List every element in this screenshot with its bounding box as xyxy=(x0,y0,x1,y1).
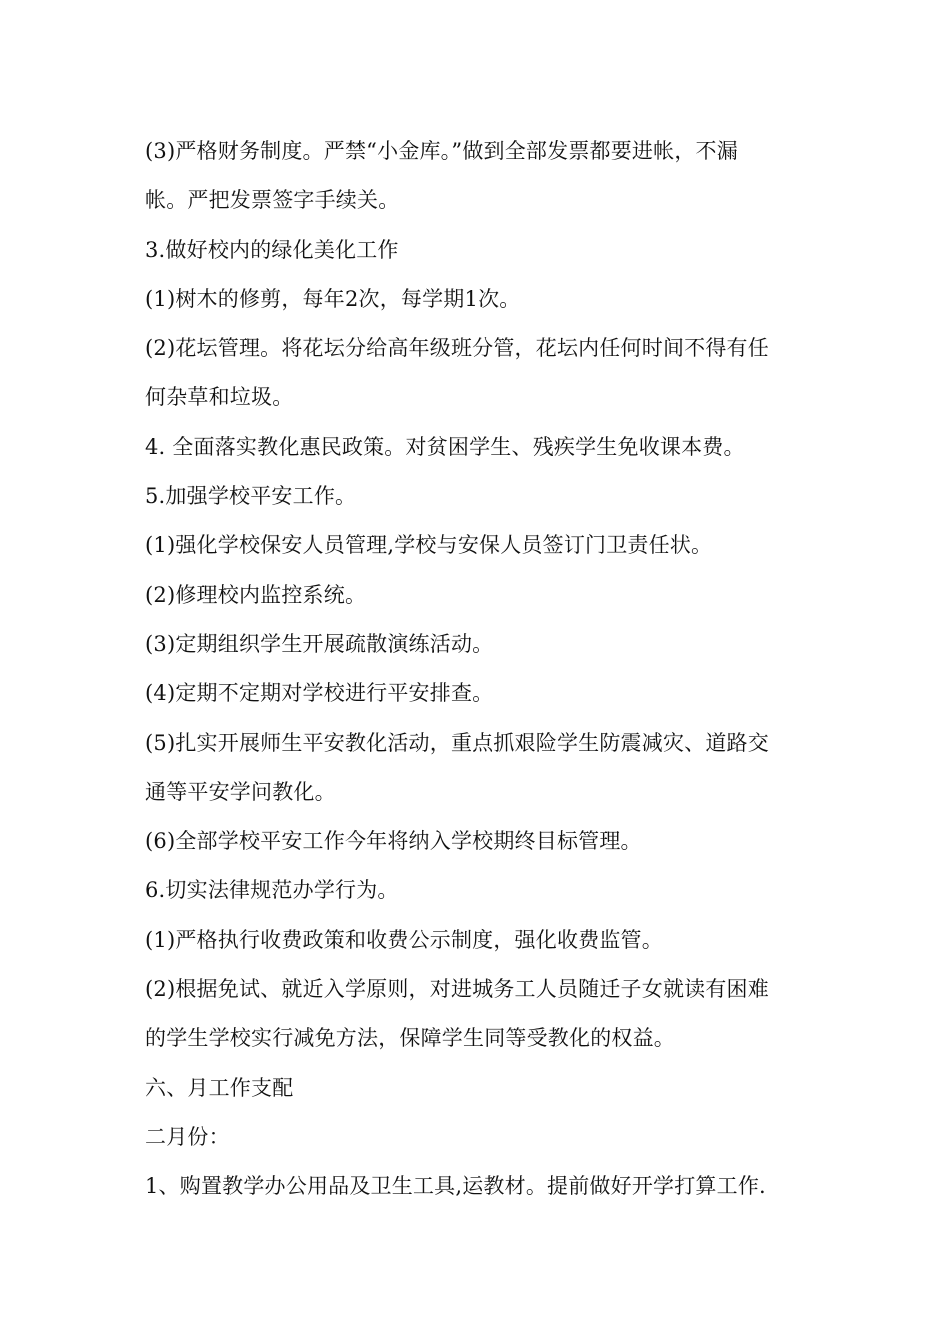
text-line-enrollment-cont: 的学生学校实行减免方法，保障学生同等受教化的权益。 xyxy=(145,1026,675,1051)
text-line-purchase-supplies: 1、购置教学办公用品及卫生工具,运教材。提前做好开学打算工作. xyxy=(145,1174,766,1199)
text-line-finance-rules-cont: 帐。严把发票签字手续关。 xyxy=(145,188,400,213)
text-line-flowerbed-cont: 何杂草和垃圾。 xyxy=(145,385,294,410)
text-line-safety-education: (5)扎实开展师生平安教化活动，重点抓艰险学生防震减灾、道路交 xyxy=(145,730,769,755)
text-line-safety-inspection: (4)定期不定期对学校进行平安排查。 xyxy=(145,681,494,706)
section-heading-greening: 3.做好校内的绿化美化工作 xyxy=(145,237,399,262)
text-line-flowerbed: (2)花坛管理。将花坛分给高年级班分管，花坛内任何时间不得有任 xyxy=(145,336,769,361)
document-body xyxy=(145,127,810,1212)
text-line-safety-education-cont: 通等平安学问教化。 xyxy=(145,779,336,804)
text-line-safety-targets: (6)全部学校平安工作今年将纳入学校期终目标管理。 xyxy=(145,829,642,854)
section-heading-monthly-plan: 六、月工作支配 xyxy=(145,1075,294,1100)
text-line-enrollment: (2)根据免试、就近入学原则，对进城务工人员随迁子女就读有困难 xyxy=(145,977,769,1002)
text-line-security-staff: (1)强化学校保安人员管理,学校与安保人员签订门卫责任状。 xyxy=(145,533,713,558)
section-heading-policy: 4. 全面落实教化惠民政策。对贫困学生、残疾学生免收课本费。 xyxy=(145,434,745,459)
text-line-evacuation-drill: (3)定期组织学生开展疏散演练活动。 xyxy=(145,631,494,656)
text-line-monitoring: (2)修理校内监控系统。 xyxy=(145,582,367,607)
section-heading-safety: 5.加强学校平安工作。 xyxy=(145,484,357,509)
text-line-finance-rules: (3)严格财务制度。严禁“小金库。”做到全部发票都要进帐，不漏 xyxy=(145,139,738,163)
text-line-tree-trimming: (1)树木的修剪，每年2次，每学期1次。 xyxy=(145,286,521,311)
subheading-february: 二月份： xyxy=(145,1124,230,1149)
section-heading-regulation: 6.切实法律规范办学行为。 xyxy=(145,878,399,903)
text-line-fees: (1)严格执行收费政策和收费公示制度，强化收费监管。 xyxy=(145,927,663,952)
